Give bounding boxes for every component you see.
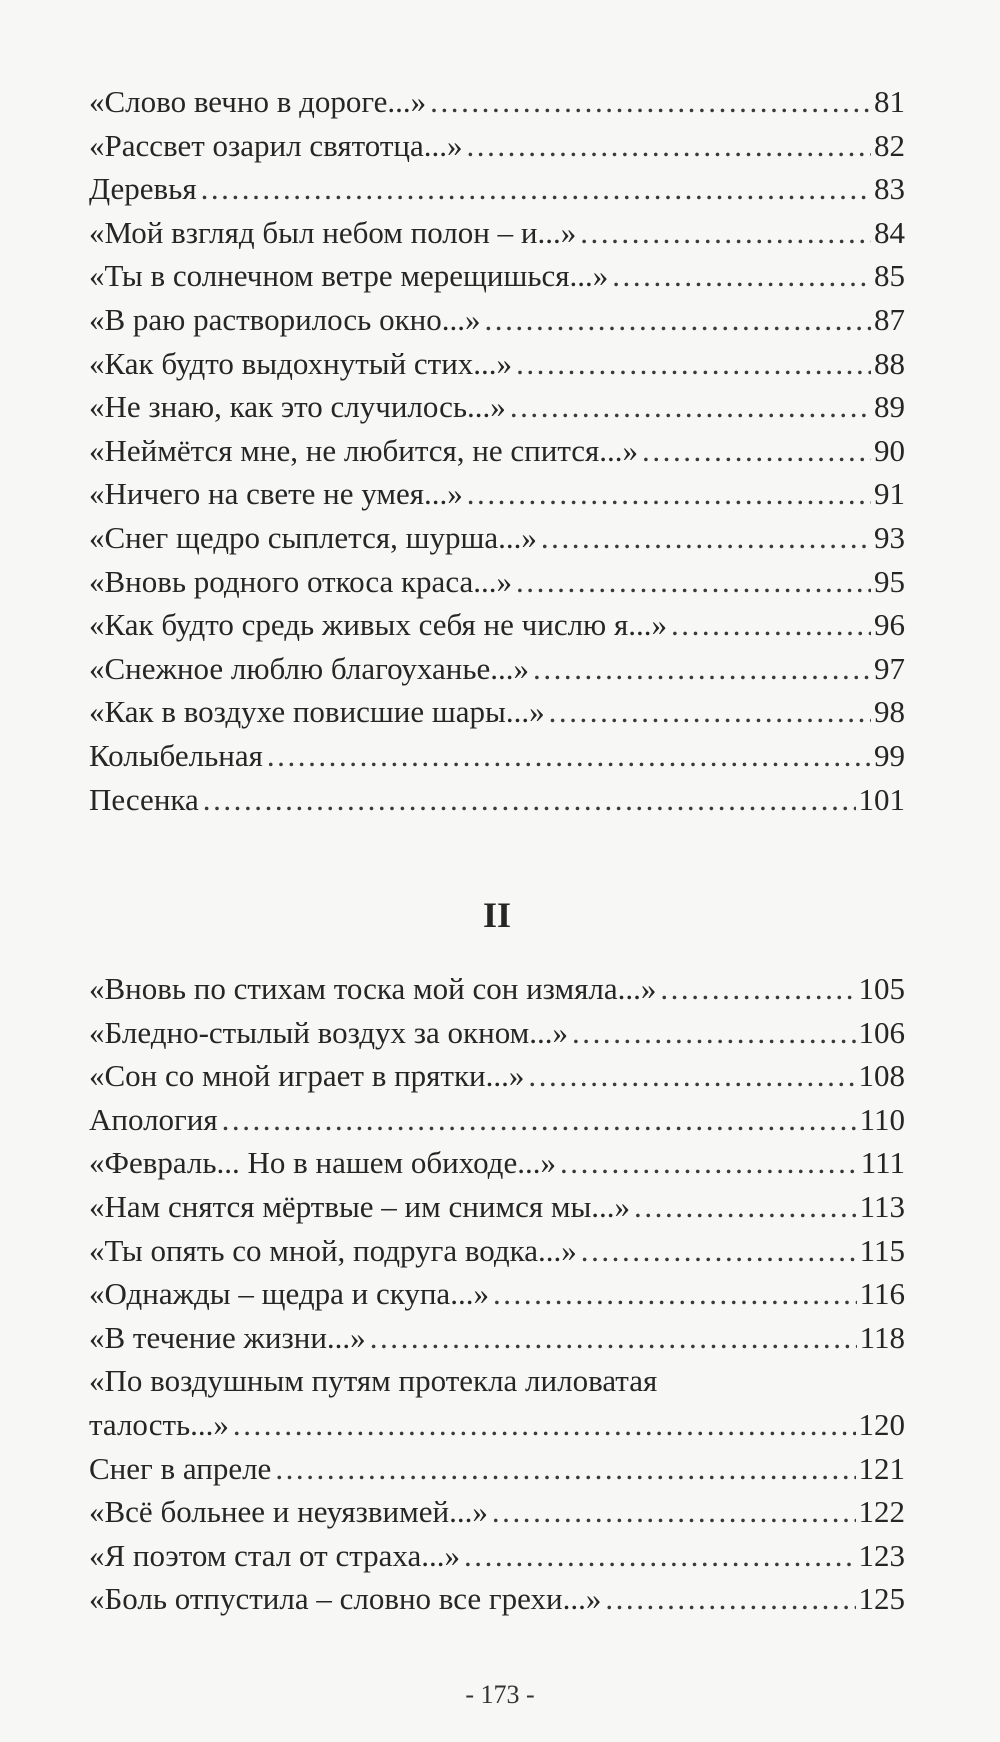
toc-entry <box>89 1054 905 1098</box>
toc-entry-page: 116 <box>859 1276 905 1312</box>
toc-entry <box>89 560 905 604</box>
dot-leader <box>560 1141 858 1185</box>
toc-entry <box>89 734 905 778</box>
toc-entry <box>89 254 905 298</box>
dot-leader <box>516 560 871 604</box>
toc-entry-title: Снег в апреле <box>89 1450 272 1486</box>
toc-entry <box>89 1534 905 1578</box>
toc-entry-title: Песенка <box>89 781 199 817</box>
toc-entry-page: 95 <box>874 563 905 599</box>
toc-entry <box>89 211 905 255</box>
toc-entry-page: 105 <box>858 971 905 1007</box>
toc-entry <box>89 124 905 168</box>
toc-entry-page: 81 <box>874 84 905 119</box>
toc-entry-title-line: талость...» <box>89 1407 229 1443</box>
toc-entry <box>89 1011 905 1055</box>
toc-entry <box>89 1141 905 1185</box>
table-of-contents <box>89 80 905 1621</box>
dot-leader <box>516 342 871 386</box>
toc-entry-page: 97 <box>874 650 905 686</box>
dot-leader <box>370 1316 857 1360</box>
toc-entry-title: Апология <box>89 1101 218 1137</box>
dot-leader <box>430 80 871 124</box>
toc-entry-page: 82 <box>874 127 905 163</box>
toc-entry-title: «Февраль... Но в нашем обиходе...» <box>89 1145 556 1181</box>
dot-leader <box>464 1534 856 1578</box>
dot-leader <box>671 603 871 647</box>
toc-entry <box>89 167 905 211</box>
dot-leader <box>612 254 871 298</box>
toc-entry-title: «Не знаю, как это случилось...» <box>89 389 506 425</box>
toc-entry-page: 118 <box>859 1319 905 1355</box>
toc-entry-page: 122 <box>858 1494 905 1530</box>
toc-entry-page: 113 <box>859 1189 905 1225</box>
dot-leader <box>275 1447 855 1491</box>
dot-leader <box>572 1011 856 1055</box>
toc-entry-title: «Как будто выдохнутый стих...» <box>89 345 513 381</box>
toc-entry-page: 110 <box>859 1101 905 1137</box>
toc-entry-page: 99 <box>874 737 905 773</box>
toc-entry-title: «Бледно-стылый воздух за окном...» <box>89 1014 568 1050</box>
page-number: - 173 - <box>465 1680 535 1709</box>
toc-entry-page: 83 <box>874 171 905 207</box>
dot-leader <box>492 1490 856 1534</box>
dot-leader <box>267 734 871 778</box>
toc-entry-title: «Однажды – щедра и скупа...» <box>89 1276 489 1312</box>
toc-entry <box>89 1577 905 1621</box>
toc-entry-title: «Нам снятся мёртвые – им снимся мы...» <box>89 1189 631 1225</box>
toc-entry-title: «Мой взгляд был небом полон – и...» <box>89 214 577 250</box>
dot-leader <box>528 1054 855 1098</box>
toc-entry <box>89 603 905 647</box>
toc-entry-wrapped-second-line <box>89 1403 905 1447</box>
toc-entry-title: «Ты в солнечном ветре мерещишься...» <box>89 258 609 294</box>
dot-leader <box>660 967 855 1011</box>
toc-entry-title: «В раю растворилось окно...» <box>89 301 481 337</box>
toc-entry <box>89 778 905 822</box>
toc-entry-page: 93 <box>874 519 905 555</box>
dot-leader <box>510 385 871 429</box>
toc-section-two <box>89 967 905 1621</box>
dot-leader <box>541 516 871 560</box>
toc-entry <box>89 1272 905 1316</box>
dot-leader <box>233 1403 856 1447</box>
toc-entry <box>89 472 905 516</box>
toc-entry-title: Деревья <box>89 171 197 207</box>
toc-entry-title: «Слово вечно в дороге...» <box>89 84 427 119</box>
toc-entry-page: 101 <box>858 781 905 817</box>
toc-entry <box>89 1098 905 1142</box>
toc-entry-title: Колыбельная <box>89 737 263 773</box>
dot-leader <box>484 298 871 342</box>
toc-entry-page: 96 <box>874 607 905 643</box>
toc-entry-title: «Как будто средь живых себя не числю я...» <box>89 607 667 643</box>
toc-entry-title: «Вновь родного откоса краса...» <box>89 563 512 599</box>
toc-entry <box>89 429 905 473</box>
dot-leader <box>466 124 871 168</box>
dot-leader <box>642 429 871 473</box>
toc-entry <box>89 690 905 734</box>
dot-leader <box>222 1098 857 1142</box>
toc-entry <box>89 516 905 560</box>
toc-entry-page: 123 <box>858 1537 905 1573</box>
toc-entry-page: 106 <box>858 1014 905 1050</box>
toc-entry-page: 98 <box>874 694 905 730</box>
toc-entry-wrapped-first-line <box>89 1359 905 1403</box>
dot-leader <box>634 1185 857 1229</box>
toc-entry-title: «Я поэтом стал от страха...» <box>89 1537 460 1573</box>
toc-section-one <box>89 80 905 821</box>
dot-leader <box>493 1272 857 1316</box>
toc-entry-page: 91 <box>874 476 905 512</box>
toc-entry-title: «Ты опять со мной, подруга водка...» <box>89 1232 577 1268</box>
toc-entry <box>89 298 905 342</box>
dot-leader <box>605 1577 855 1621</box>
toc-entry-page: 90 <box>874 432 905 468</box>
dot-leader <box>580 211 871 255</box>
toc-entry-title: «Всё больнее и неуязвимей...» <box>89 1494 488 1530</box>
toc-entry-title: «Сон со мной играет в прятки...» <box>89 1058 525 1094</box>
toc-entry <box>89 1447 905 1491</box>
toc-entry-title: «Вновь по стихам тоска мой сон измяла...» <box>89 971 657 1007</box>
toc-entry-title-line: «По воздушным путям протекла лиловатая <box>89 1363 658 1399</box>
section-heading: II <box>482 895 512 936</box>
toc-entry-title: «Как в воздухе повисшие шары...» <box>89 694 545 730</box>
toc-entry-page: 120 <box>858 1407 905 1443</box>
toc-entry <box>89 385 905 429</box>
toc-entry-page: 115 <box>859 1232 905 1268</box>
toc-entry-page: 108 <box>858 1058 905 1094</box>
toc-entry-title: «В течение жизни...» <box>89 1319 366 1355</box>
toc-entry <box>89 80 905 124</box>
toc-entry-page: 89 <box>874 389 905 425</box>
toc-entry-page: 125 <box>858 1581 905 1617</box>
toc-entry-page: 84 <box>874 214 905 250</box>
dot-leader <box>201 167 871 211</box>
toc-entry <box>89 967 905 1011</box>
toc-entry <box>89 1490 905 1534</box>
toc-entry-title: «Неймётся мне, не любится, не спится...» <box>89 432 639 468</box>
toc-entry <box>89 342 905 386</box>
toc-entry-page: 88 <box>874 345 905 381</box>
toc-entry-page: 111 <box>860 1145 905 1181</box>
toc-entry-title: «Снежное люблю благоуханье...» <box>89 650 530 686</box>
toc-entry-page: 87 <box>874 301 905 337</box>
toc-entry-title: «Снег щедро сыплется, шурша...» <box>89 519 537 555</box>
toc-entry <box>89 1316 905 1360</box>
toc-entry <box>89 1185 905 1229</box>
toc-entry-title: «Боль отпустила – словно все грехи...» <box>89 1581 602 1617</box>
toc-entry <box>89 647 905 691</box>
dot-leader <box>549 690 871 734</box>
toc-entry <box>89 1229 905 1273</box>
toc-entry-title: «Рассвет озарил святотца...» <box>89 127 463 163</box>
dot-leader <box>467 472 871 516</box>
dot-leader <box>581 1229 857 1273</box>
toc-entry-page: 85 <box>874 258 905 294</box>
dot-leader <box>533 647 871 691</box>
toc-entry-page: 121 <box>858 1450 905 1486</box>
dot-leader <box>203 778 856 822</box>
toc-entry-title: «Ничего на свете не умея...» <box>89 476 463 512</box>
